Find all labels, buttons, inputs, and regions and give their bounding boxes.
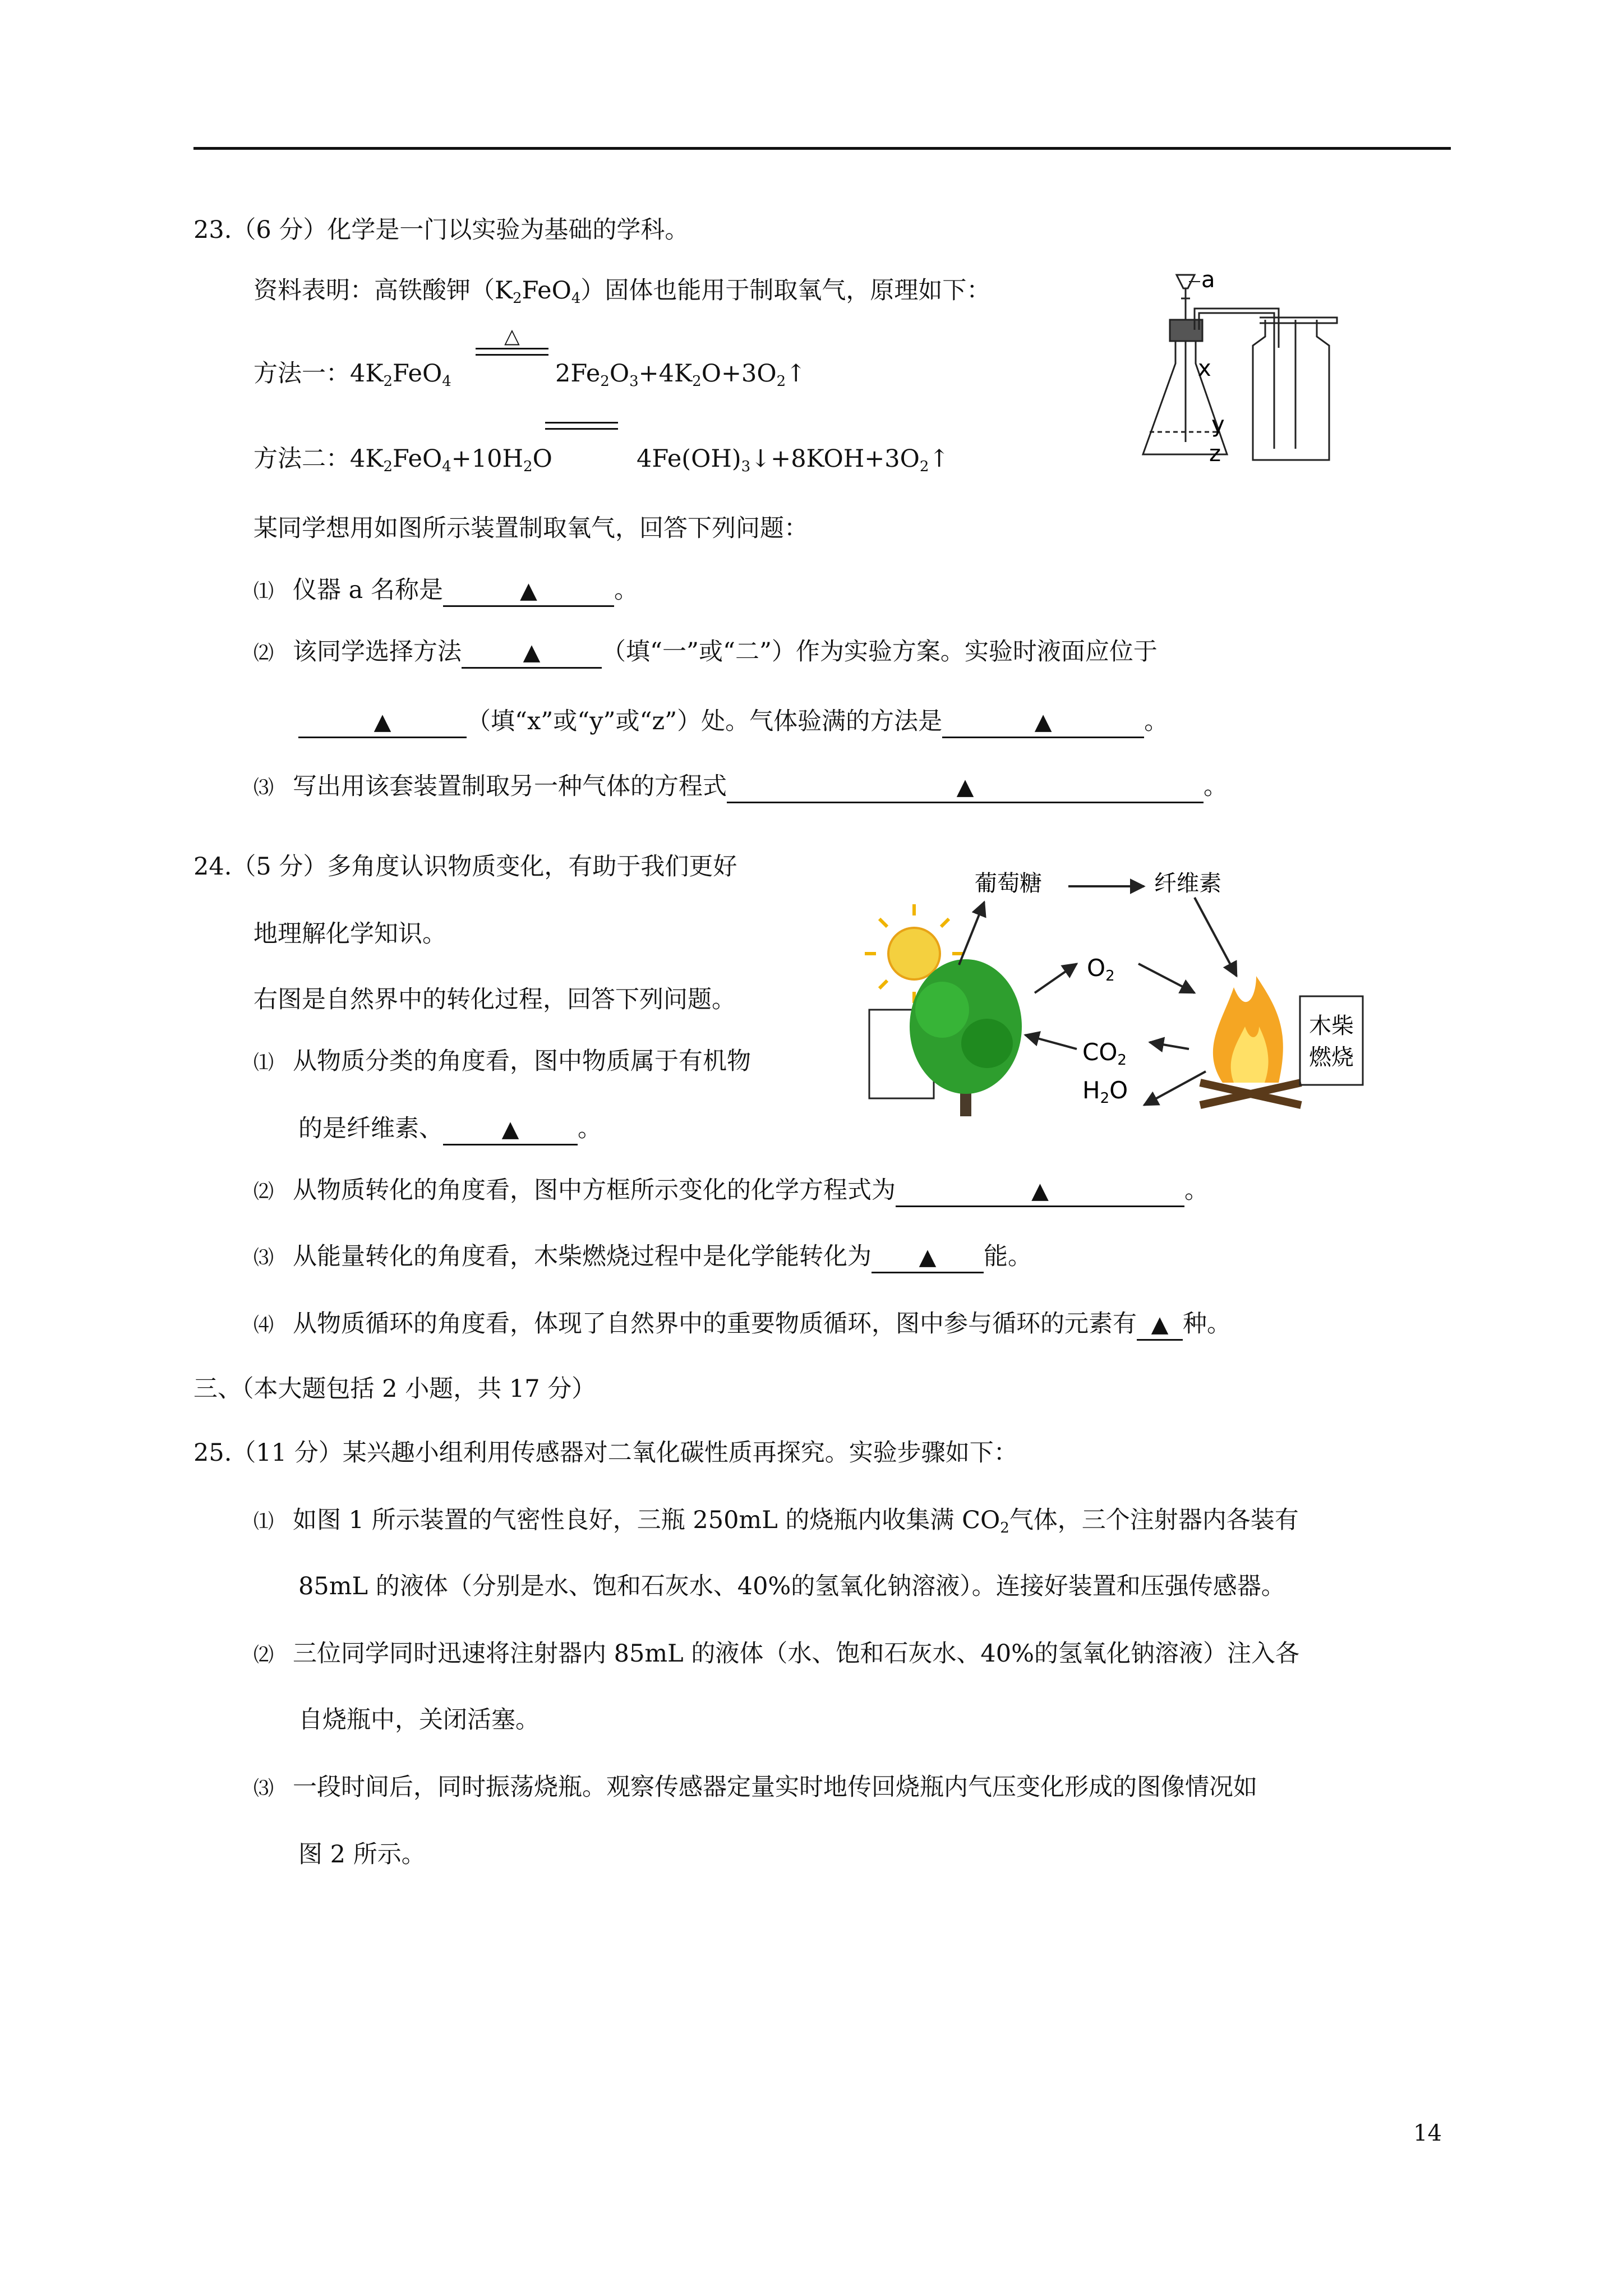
header-rule xyxy=(193,147,1451,150)
q24-header-cont: 地理解化学知识。 xyxy=(253,920,446,948)
q23-answer-blank-3[interactable]: ▲ xyxy=(298,707,467,738)
q23-method2-right: $4Fe(OH)_3↓+8KOH+3O_2↑$ xyxy=(637,445,949,475)
q23-intro: 资料表明：高铁酸钾$(K_2FeO_4)$固体也能用于制取氧气，原理如下： xyxy=(253,277,991,307)
q23-part2-cont: ▲ （填“x”或“y”或“z”）处。气体验满的方法是 ▲ 。 xyxy=(298,705,1168,738)
q23-method2-condition xyxy=(545,422,618,430)
label-x: x xyxy=(1198,356,1211,381)
q23-part3: ⑶ 写出用该套装置制取另一种气体的方程式 ▲ 。 xyxy=(253,770,1228,805)
section3-title: 三、（本大题包括 2 小题，共 17 分） xyxy=(193,1375,596,1403)
q23-method2-left: 方法二：$4K_2FeO_4+10H_2O$ xyxy=(253,445,552,475)
q25-step1: ⑴ 如图 1 所示装置的气密性良好，三瓶 250mL 的烧瓶内收集满 $CO_2$气体，三个注射器内各装有 xyxy=(253,1506,1299,1536)
q24-answer-blank-1[interactable]: ▲ xyxy=(443,1114,578,1145)
q23-answer-blank-5[interactable]: ▲ xyxy=(727,772,1204,803)
q24-prompt: 右图是自然界中的转化过程，回答下列问题。 xyxy=(253,986,736,1014)
o2-label: O2 xyxy=(1087,954,1115,984)
q23-apparatus-figure xyxy=(1127,264,1402,477)
combustion-label-2: 燃烧 xyxy=(1309,1045,1354,1070)
label-y: y xyxy=(1211,412,1225,438)
q23-method1-condition: △ xyxy=(476,325,548,356)
tree-icon xyxy=(910,959,1022,1116)
q25-step1-cont: 85mL 的液体（分别是水、饱和石灰水、40%的氢氧化钠溶液）。连接好装置和压强传感器。 xyxy=(298,1572,1285,1600)
q23-answer-blank-4[interactable]: ▲ xyxy=(942,707,1144,738)
h2o-label: H2O xyxy=(1082,1076,1128,1107)
q23-answer-blank-2[interactable]: ▲ xyxy=(462,637,602,669)
q23-method1-right: $2Fe_2O_3+4K_2O+3O_2↑$ xyxy=(555,360,806,390)
q24-part3: ⑶ 从能量转化的角度看，木柴燃烧过程中是化学能转化为 ▲ 能。 xyxy=(253,1240,1032,1275)
cellulose-label: 纤维素 xyxy=(1154,871,1221,896)
q24-cycle-figure xyxy=(864,864,1368,1133)
fire-icon xyxy=(1200,976,1301,1105)
q25-header: 25.（11 分）某兴趣小组利用传感器对二氧化碳性质再探究。实验步骤如下： xyxy=(193,1439,1018,1467)
q23-answer-blank-1[interactable]: ▲ xyxy=(443,576,614,607)
q23-prompt: 某同学想用如图所示装置制取氧气，回答下列问题： xyxy=(253,514,808,542)
q24-answer-blank-4[interactable]: ▲ xyxy=(1137,1309,1183,1341)
glucose-label: 葡萄糖 xyxy=(975,871,1042,896)
q25-step3-cont: 图 2 所示。 xyxy=(298,1841,426,1869)
q23-part1: ⑴ 仪器 a 名称是 ▲ 。 xyxy=(253,573,638,609)
q24-answer-blank-2[interactable]: ▲ xyxy=(896,1176,1184,1207)
q25-step3: ⑶ 一段时间后，同时振荡烧瓶。观察传感器定量实时地传回烧瓶内气压变化形成的图像情况如 xyxy=(253,1773,1257,1801)
q25-step2: ⑵ 三位同学同时迅速将注射器内 85mL 的液体（水、饱和石灰水、40%的氢氧化钠溶液）注入各 xyxy=(253,1640,1299,1668)
label-a: a xyxy=(1201,267,1215,293)
q24-part4: ⑷ 从物质循环的角度看，体现了自然界中的重要物质循环，图中参与循环的元素有 ▲ 种。 xyxy=(253,1307,1231,1342)
co2-label: CO2 xyxy=(1082,1038,1127,1069)
q23-header: 23.（6 分）化学是一门以实验为基础的学科。 xyxy=(193,216,689,244)
q23-part2: ⑵ 该同学选择方法 ▲ （填“一”或“二”）作为实验方案。实验时液面应位于 xyxy=(253,635,1158,670)
q23-method1-left: 方法一：$4K_2FeO_4$ xyxy=(253,360,451,390)
q24-part1-cont: 的是纤维素、 ▲ 。 xyxy=(298,1112,602,1145)
q24-part2: ⑵ 从物质转化的角度看，图中方框所示变化的化学方程式为 ▲ 。 xyxy=(253,1174,1209,1209)
q24-header: 24.（5 分）多角度认识物质变化，有助于我们更好 xyxy=(193,853,737,881)
q25-step2-cont: 自烧瓶中，关闭活塞。 xyxy=(298,1706,540,1734)
q24-part1: ⑴ 从物质分类的角度看，图中物质属于有机物 xyxy=(253,1047,751,1075)
q24-answer-blank-3[interactable]: ▲ xyxy=(872,1242,984,1273)
combustion-box xyxy=(1300,996,1363,1085)
combustion-label-1: 木柴 xyxy=(1309,1013,1354,1039)
label-z: z xyxy=(1209,441,1221,467)
page-number: 14 xyxy=(1413,2120,1442,2146)
